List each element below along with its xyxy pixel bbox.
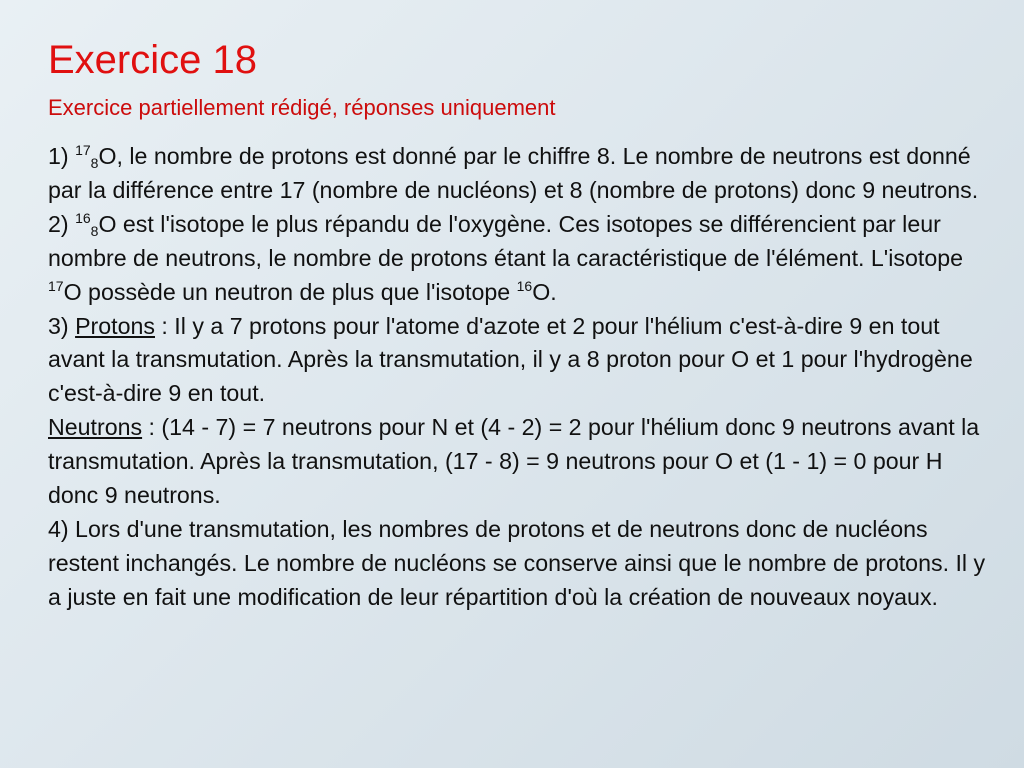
answer-2-text-a: O est l'isotope le plus répandu de l'oxygène. Ces isotopes se différencient par leur nombre de neutrons, le nombre de protons étant la caractéristique de l'élément. L'isotope	[48, 210, 964, 271]
neutrons-label: Neutrons	[48, 414, 143, 441]
answer-3-protons	[48, 310, 986, 412]
answer-4: 4) Lors d'une transmutation, les nombres de protons et de neutrons donc de nucléons restent inchangés. Le nombre de nucléons se conserve ainsi que le nombre de protons. Il y a juste en fait une modification de leur répartition d'où la création de nouveaux noyaux.	[48, 515, 986, 610]
mass-number: 17	[75, 142, 91, 158]
slide-subtitle: Exercice partiellement rédigé, réponses uniquement	[48, 95, 556, 120]
answer-2-text-b: O possède un neutron de plus que l'isotope	[63, 278, 517, 305]
answer-1-number: 1)	[48, 143, 76, 169]
mass-number: 17	[48, 277, 64, 294]
answer-1-text: O, le nombre de protons est donné par le chiffre 8. Le nombre de neutrons est donné par la différence entre 17 (nombre de nucléons) et 8 (nombre de protons) donc 9 neutrons.	[48, 143, 979, 203]
answer-3-neutrons-text: : (14 - 7) = 7 neutrons pour N et (4 - 2) = 2 pour l'hélium donc 9 neutrons avant la transmutation. Après la transmutation, (17 - 8) = 9 neutrons pour O et (1 - 1) = 0 pour H donc 9 neutrons.	[48, 414, 980, 509]
answer-3-number: 3)	[48, 312, 76, 339]
answer-2	[48, 208, 986, 310]
slide-title: Exercice 18	[48, 38, 257, 82]
answer-2-text-c: O.	[532, 278, 557, 305]
answer-body	[48, 140, 986, 615]
answer-3-protons-text: : Il y a 7 protons pour l'atome d'azote et 2 pour l'hélium c'est-à-dire 9 en tout avant la transmutation. Après la transmutation, il y a 8 proton pour O et 1 pour l'hydrogène c'est-à-dire 9 en tout.	[48, 312, 973, 407]
mass-number: 16	[516, 277, 533, 294]
atomic-number: 8	[90, 155, 99, 171]
atomic-number: 8	[90, 222, 99, 239]
answer-3-neutrons	[48, 411, 986, 513]
answer-2-number: 2)	[48, 210, 76, 237]
mass-number: 16	[75, 209, 91, 226]
answer-1	[48, 140, 986, 208]
protons-label: Protons	[75, 312, 155, 339]
